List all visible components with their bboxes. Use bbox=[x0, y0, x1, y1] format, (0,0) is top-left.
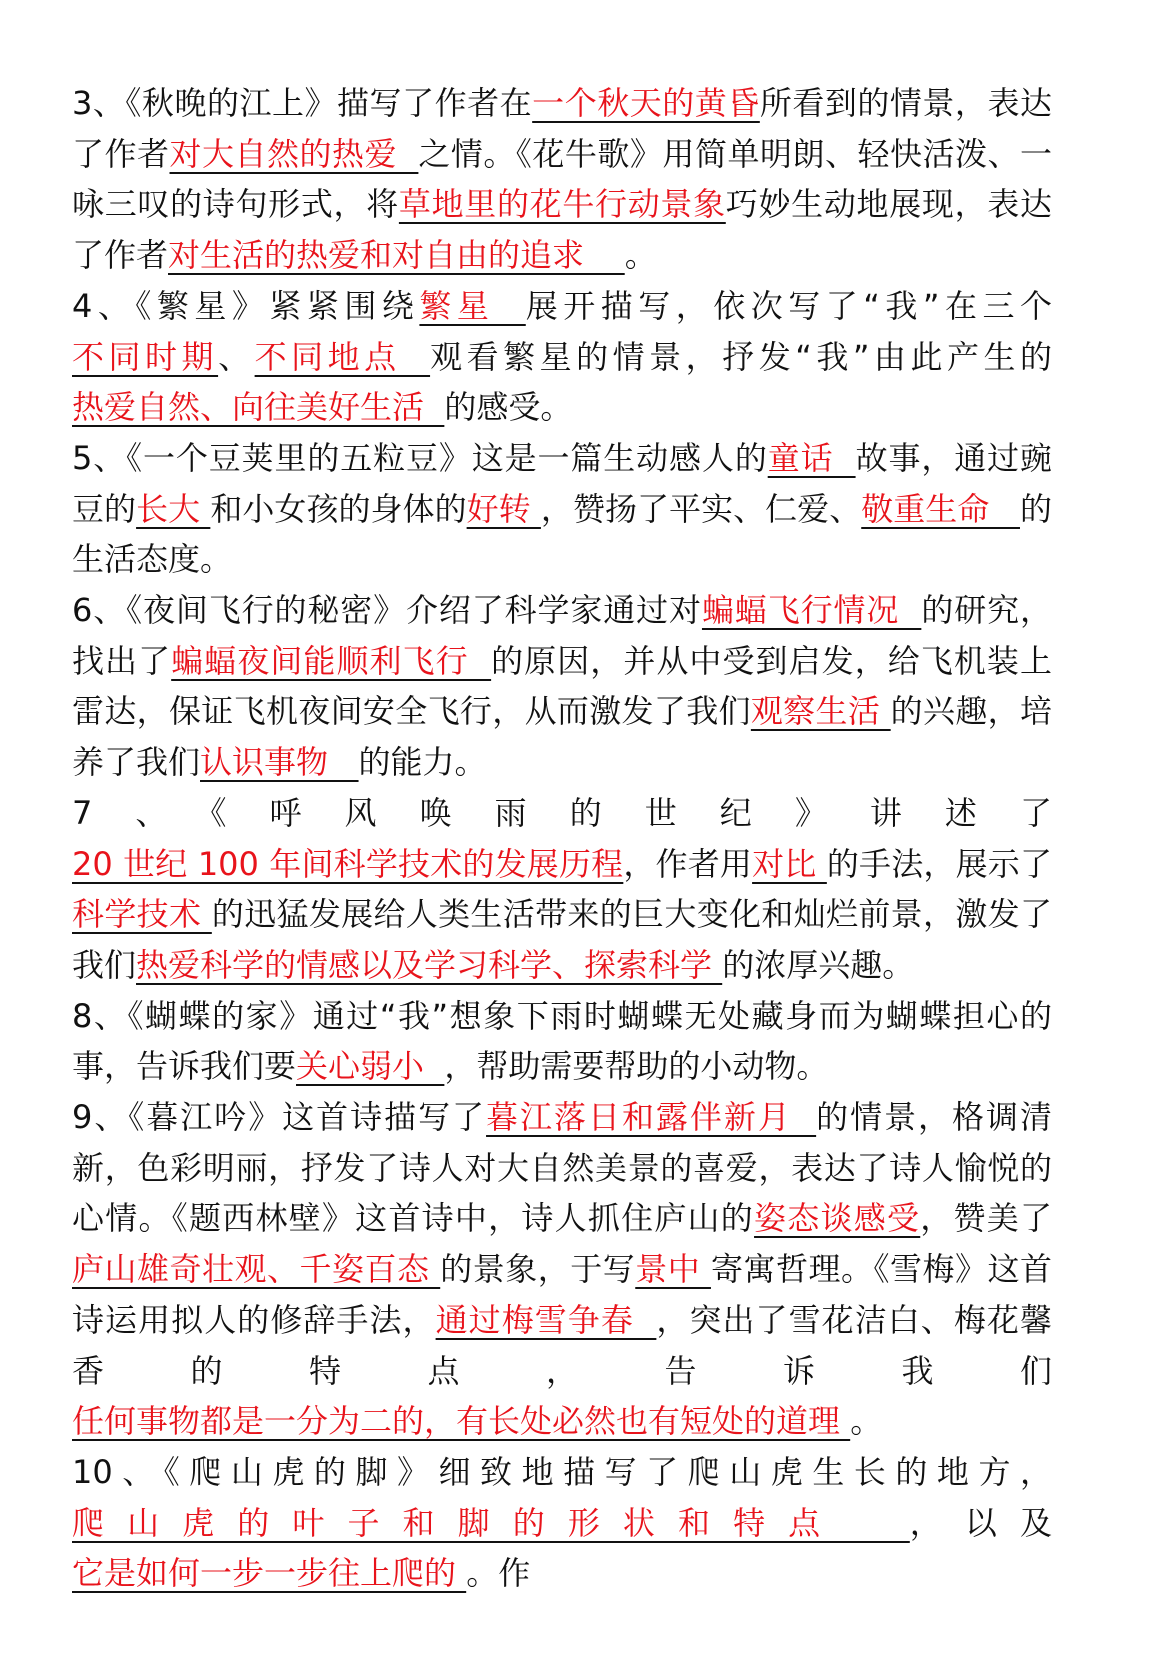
question-text: 3、《秋晚的江上》描写了作者在 bbox=[72, 84, 533, 122]
question-text: 的迅猛发展给人类生活带来的巨大变化和灿烂前景，激发了我们 bbox=[72, 895, 1052, 984]
question-text: ，赞扬了平实、仁爱、 bbox=[540, 489, 862, 528]
answer-blank: 热爱自然、向往美好生活 bbox=[72, 388, 445, 427]
question-text: 观看繁星的情景，抒发“我”由此产生的 bbox=[430, 337, 1052, 376]
answer-blank: 科学技术 bbox=[72, 895, 212, 934]
answer-blank: 繁星 bbox=[419, 286, 526, 325]
question-text: ，以及 bbox=[909, 1503, 1052, 1542]
question-text: 的生活态度。 bbox=[72, 489, 1052, 579]
answer-blank: 20 世纪 100 年间科学技术的发展历程 bbox=[72, 844, 624, 883]
answer-blank: 任何事物都是一分为二的，有长处必然也有短处的道理 bbox=[72, 1402, 851, 1441]
question-text: 。 bbox=[850, 1402, 883, 1441]
question-item bbox=[72, 281, 1052, 433]
answer-blank: 观察生活 bbox=[750, 692, 891, 731]
question-text: 6、《夜间飞行的秘密》介绍了科学家通过对 bbox=[72, 591, 702, 630]
document-body bbox=[72, 78, 1052, 1599]
answer-blank: 蝙蝠飞行情况 bbox=[701, 591, 922, 630]
answer-blank: 庐山雄奇壮观、千姿百态 bbox=[72, 1250, 441, 1289]
question-item bbox=[72, 78, 1052, 281]
answer-blank: 好转 bbox=[466, 489, 541, 528]
question-text: 的原因，并从中受到启发，给飞机装上雷达，保证飞机夜间安全飞行，从而激发了我们 bbox=[72, 641, 1052, 731]
question-text: 寄寓哲理。《雪梅》这首诗运用拟人的修辞手法， bbox=[72, 1250, 1052, 1339]
answer-blank: 认识事物 bbox=[200, 743, 359, 782]
question-item bbox=[72, 585, 1052, 788]
question-text: 的能力。 bbox=[358, 743, 487, 782]
question-item bbox=[72, 991, 1052, 1092]
question-text: 和小女孩的身体的 bbox=[210, 489, 467, 528]
answer-blank: 草地里的花牛行动景象 bbox=[398, 185, 726, 224]
question-text: 之情。《花牛歌》用简单明朗、轻快活泼、一咏三叹的诗句形式，将 bbox=[72, 134, 1052, 224]
answer-blank: 暮江落日和露伴新月 bbox=[486, 1098, 817, 1137]
question-text: 所看到的情景，表达了作者 bbox=[72, 84, 1052, 173]
question-text: 。 bbox=[624, 236, 657, 275]
question-text: 8、《蝴蝶的家》通过“我”想象下雨时蝴蝶无处藏身而为蝴蝶担心的事，告诉我们要 bbox=[72, 996, 1052, 1086]
question-text: 10、《爬山虎的脚》细致地描写了爬山虎生长的地方， bbox=[72, 1452, 1052, 1491]
question-item bbox=[72, 1447, 1052, 1599]
answer-blank: 长大 bbox=[136, 489, 211, 528]
answer-blank: 热爱科学的情感以及学习科学、探索科学 bbox=[136, 945, 723, 984]
question-text: 故事，通过豌豆的 bbox=[72, 438, 1052, 528]
question-text: ，突出了雪花洁白、梅花馨香的特点，告诉我们 bbox=[72, 1300, 1052, 1390]
question-text: 7、《呼风唤雨的世纪》讲述了 bbox=[72, 793, 1052, 832]
answer-blank: 它是如何一步一步往上爬的 bbox=[72, 1554, 467, 1593]
question-text: 的浓厚兴趣。 bbox=[722, 945, 915, 984]
question-text: ，帮助需要帮助的小动物。 bbox=[444, 1047, 829, 1086]
answer-blank: 姿态谈感受 bbox=[754, 1199, 921, 1238]
question-text: 展开描写，依次写了“我”在三个 bbox=[525, 286, 1052, 325]
answer-blank: 景中 bbox=[635, 1250, 711, 1289]
answer-blank: 通过梅雪争春 bbox=[435, 1300, 657, 1339]
question-item bbox=[72, 433, 1052, 585]
question-text: 的手法，展示了 bbox=[826, 844, 1052, 883]
answer-blank: 对生活的热爱和对自由的追求 bbox=[168, 236, 625, 275]
answer-blank: 不同地点 bbox=[254, 337, 431, 376]
question-text: 的研究，找出了 bbox=[72, 591, 1052, 680]
answer-blank: 童话 bbox=[767, 438, 856, 477]
question-item bbox=[72, 1092, 1052, 1447]
question-text: 的感受。 bbox=[444, 388, 573, 427]
answer-blank: 不同时期 bbox=[72, 337, 219, 376]
question-item bbox=[72, 788, 1052, 991]
question-text: 5、《一个豆荚里的五粒豆》这是一篇生动感人的 bbox=[72, 438, 768, 477]
question-text: 的兴趣，培养了我们 bbox=[72, 692, 1052, 782]
answer-blank: 关心弱小 bbox=[296, 1047, 445, 1086]
answer-blank: 敬重生命 bbox=[861, 489, 1020, 528]
question-text: ，作者用 bbox=[623, 844, 753, 883]
answer-blank: 蝙蝠夜间能顺利飞行 bbox=[171, 641, 492, 680]
question-text: 的景象，于写 bbox=[440, 1250, 636, 1289]
question-text: 、 bbox=[218, 337, 255, 376]
question-text: 。作 bbox=[466, 1554, 531, 1593]
question-text: 4、《繁星》紧紧围绕 bbox=[72, 286, 420, 325]
question-text: 巧妙生动地展现，表达了作者 bbox=[72, 185, 1052, 275]
answer-blank: 一个秋天的黄昏 bbox=[532, 84, 760, 122]
answer-blank: 爬山虎的叶子和脚的形状和特点 bbox=[72, 1503, 910, 1542]
answer-blank: 对比 bbox=[752, 844, 827, 883]
question-text: 的情景，格调清新，色彩明丽，抒发了诗人对大自然美景的喜爱，表达了诗人愉悦的心情。《题西林壁》这首诗中，诗人抓住庐山的 bbox=[72, 1098, 1052, 1238]
answer-blank: 对大自然的热爱 bbox=[169, 134, 419, 173]
question-text: 9、《暮江吟》这首诗描写了 bbox=[72, 1098, 487, 1137]
question-text: ，赞美了 bbox=[920, 1199, 1052, 1238]
